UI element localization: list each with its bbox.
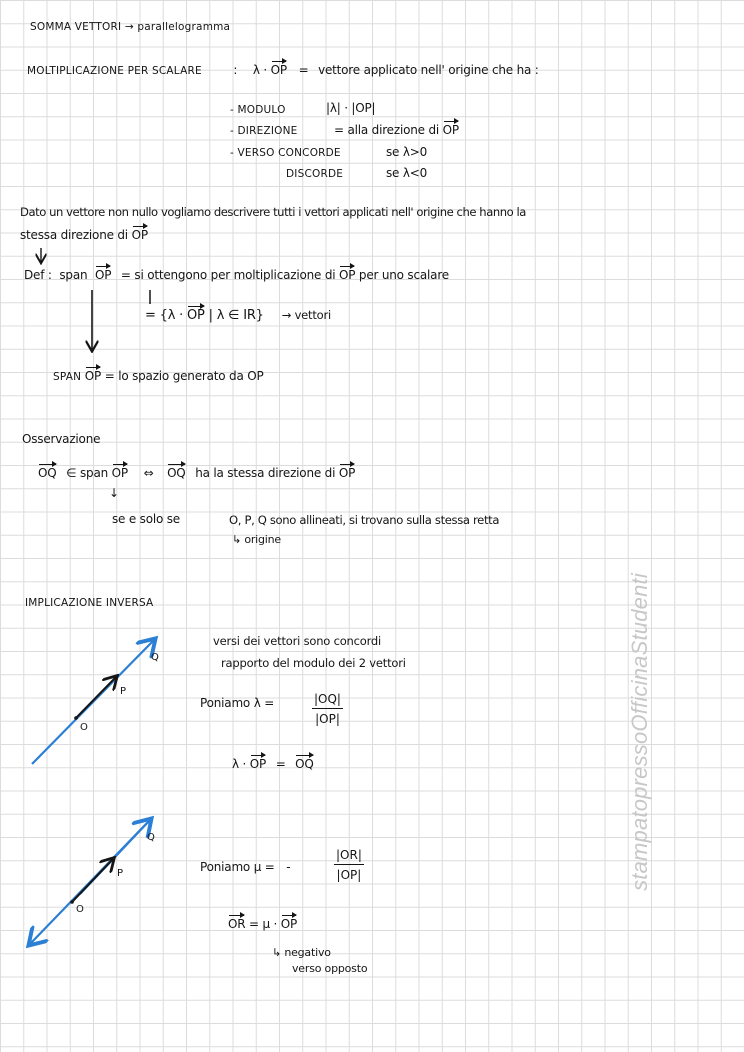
point-q-label-2: Q bbox=[147, 832, 155, 843]
prop-modulo-label: - MODULO bbox=[230, 104, 286, 116]
note-negativo: ↳ negativo bbox=[272, 946, 331, 959]
prop-discorde-label: DISCORDE bbox=[286, 168, 344, 180]
black-vector-op bbox=[72, 859, 113, 902]
prop-modulo-value: |λ| · |OP| bbox=[326, 101, 376, 115]
prop-verso-cond2: se λ<0 bbox=[386, 166, 428, 180]
lambda-op-equals-oq: λ · OP = OQ bbox=[232, 757, 314, 771]
scalar-multiplication-line: MOLTIPLICAZIONE PER SCALARE : λ · OP = vettore applicato nell' origine che ha : bbox=[27, 63, 539, 77]
poniamo-mu: Poniamo μ = - bbox=[200, 860, 291, 874]
or-equals-mu-op: OR = μ · OP bbox=[228, 917, 298, 931]
prop-verso-cond1: se λ>0 bbox=[386, 145, 428, 159]
origine-note: ↳ origine bbox=[232, 533, 281, 546]
note-versi-concordi: versi dei vettori sono concordi bbox=[213, 634, 382, 648]
iff-arrow-icon: ⇔ bbox=[143, 466, 154, 480]
poniamo-lambda: Poniamo λ = bbox=[200, 696, 275, 710]
paragraph-line-1: Dato un vettore non nullo vogliamo descrivere tutti i vettori applicati nell' origine che hanno la bbox=[20, 205, 526, 219]
point-o bbox=[74, 716, 78, 720]
watermark: stampatopressoOfficinaStudenti bbox=[627, 573, 652, 891]
allineati-condition: O, P, Q sono allineati, si trovano sulla stessa retta bbox=[229, 513, 500, 527]
fraction-or-op: $\frac{|OR|}{|OP|}$ bbox=[336, 848, 362, 882]
heading-somma-vettori: SOMMA VETTORI → parallelogramma bbox=[30, 21, 231, 33]
point-o-label-2: O bbox=[76, 904, 84, 915]
vector-diagram-opposto bbox=[30, 820, 150, 944]
right-arrow-icon: → bbox=[124, 21, 134, 33]
osservazione-statement: OQ ∈ span OP ⇔ OQ ha la stessa direzione di OP bbox=[38, 466, 356, 480]
fraction-oq-op: $\frac{|OQ|}{|OP|}$ bbox=[314, 692, 341, 726]
point-p-label: P bbox=[120, 686, 127, 697]
prop-verso-label: - VERSO CONCORDE bbox=[230, 147, 341, 159]
point-o bbox=[70, 900, 74, 904]
def-line: Def : span OP = si ottengono per moltiplicazione di OP per uno scalare bbox=[24, 268, 449, 282]
black-vector-op bbox=[76, 677, 116, 718]
implicazione-title: IMPLICAZIONE INVERSA bbox=[25, 597, 154, 609]
sse-label: se e solo se bbox=[112, 512, 180, 526]
paragraph-line-2: stessa direzione di OP bbox=[20, 228, 148, 242]
span-line: SPAN OP = lo spazio generato da OP bbox=[53, 369, 264, 383]
prop-direzione-value: = alla direzione di OP bbox=[334, 123, 459, 137]
prop-direzione-label: - DIREZIONE bbox=[230, 125, 298, 137]
def-set-line: = {λ · OP | λ ∈ IR} → vettori bbox=[145, 308, 332, 323]
point-p-label-2: P bbox=[117, 868, 124, 879]
vector-diagram-concordi bbox=[32, 640, 154, 764]
point-q-label: Q bbox=[151, 652, 159, 663]
note-rapporto-moduli: rapporto del modulo dei 2 vettori bbox=[221, 656, 406, 670]
point-o-label: O bbox=[80, 722, 88, 733]
down-arrow-icon: ↓ bbox=[109, 486, 119, 500]
note-verso-opposto: verso opposto bbox=[292, 962, 368, 975]
osservazione-title: Osservazione bbox=[22, 432, 101, 446]
